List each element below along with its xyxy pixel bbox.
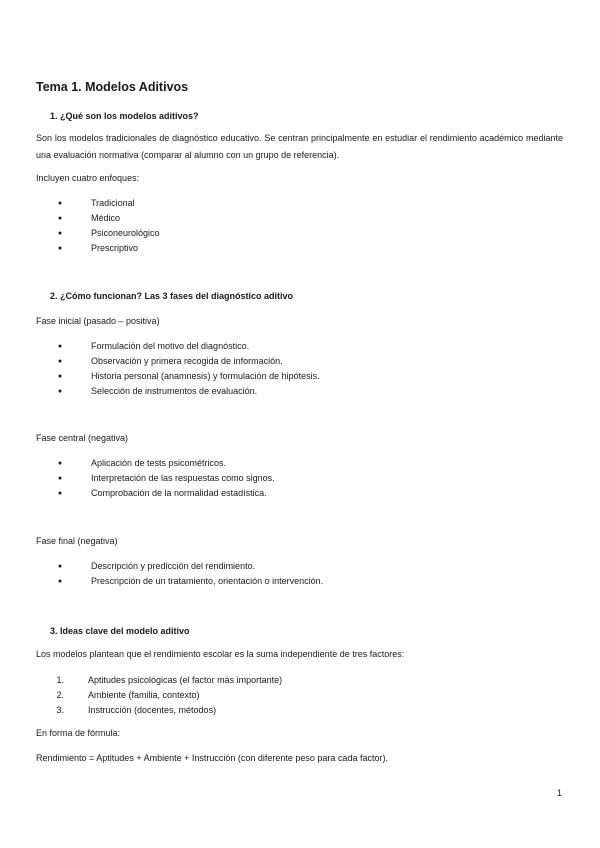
- bullet-icon: ●: [57, 200, 63, 207]
- page-number: 1: [557, 788, 563, 798]
- bullet-icon: ●: [57, 373, 63, 380]
- bullet-icon: ●: [57, 245, 63, 252]
- phase-final-label: Fase final (negativa): [36, 536, 118, 546]
- section-2-heading: 2. ¿Cómo funcionan? Las 3 fases del diagnóstico aditivo: [50, 291, 294, 301]
- bullet-icon: ●: [57, 358, 63, 365]
- bullet-icon: ●: [57, 563, 63, 570]
- phase-central-label: Fase central (negativa): [36, 433, 129, 443]
- section-1-intro: Incluyen cuatro enfoques:: [36, 173, 140, 183]
- section-1-paragraph: Son los modelos tradicionales de diagnóstico educativo. Se centran principalmente en estudiar el rendimiento académico mediante una evaluación normativa (comparar al alumno con un grupo de referencia).: [36, 133, 563, 160]
- formula-text: Rendimiento = Aptitudes + Ambiente + Instrucción (con diferente peso para cada factor).: [36, 753, 388, 763]
- bullet-icon: ●: [57, 215, 63, 222]
- phase-initial-label: Fase inicial (pasado – positiva): [36, 316, 160, 326]
- section-1-heading: 1. ¿Qué son los modelos aditivos?: [50, 111, 199, 121]
- bullet-icon: ●: [57, 388, 63, 395]
- document-title: Tema 1. Modelos Aditivos: [36, 80, 189, 94]
- bullet-icon: ●: [57, 475, 63, 482]
- bullet-icon: ●: [57, 578, 63, 585]
- bullet-icon: ●: [57, 460, 63, 467]
- bullet-icon: ●: [57, 230, 63, 237]
- bullet-icon: ●: [57, 343, 63, 350]
- section-3-heading: 3. Ideas clave del modelo aditivo: [50, 626, 190, 636]
- formula-label: En forma de fórmula:: [36, 728, 121, 738]
- document-page: Tema 1. Modelos Aditivos 1. ¿Qué son los modelos aditivos? Son los modelos tradicionales de diagnóstico educativo. Se centran principalmente en estudiar el rendimiento académico mediante una evaluación normativa (comparar al alumno con un grupo de referencia). Incluyen cuatro enfoques: ● Tradicional ● Médico ● Psiconeurológico ● Prescriptivo 2. ¿Cómo funcionan? Las 3 fases del diagnóstico aditivo Fase inicial (pasado – positiva) ● Formulación del motivo del diagnóstico. ● Observación y primera recogida de información. ● Historia personal (anamnesis) y formulación de hipótesis. ● Selección de instrumentos de evaluación. Fase central (negativa) ● Aplicación de tests psicométricos. ● Interpretación de las respuestas como signos. ● Comprobación de la normalidad estadística. Fase final (negativa) ● Descripción y predicción del rendimiento. ● Prescripción de un tratamiento, orientación o intervención. 3. Ideas clave del modelo aditivo Los modelos plantean que el rendimiento escolar es la suma independiente de tres factores: 1. Aptitudes psicológicas (el factor más importante) 2. Ambiente (familia, contexto) 3. Instrucción (docentes, métodos) En forma de fórmula: Rendimiento = Aptitudes + Ambiente + Instrucción (con diferente peso para cada factor). 1: [36, 80, 563, 798]
- bullet-icon: ●: [57, 490, 63, 497]
- section-3-intro: Los modelos plantean que el rendimiento escolar es la suma independiente de tres factores:: [36, 649, 405, 659]
